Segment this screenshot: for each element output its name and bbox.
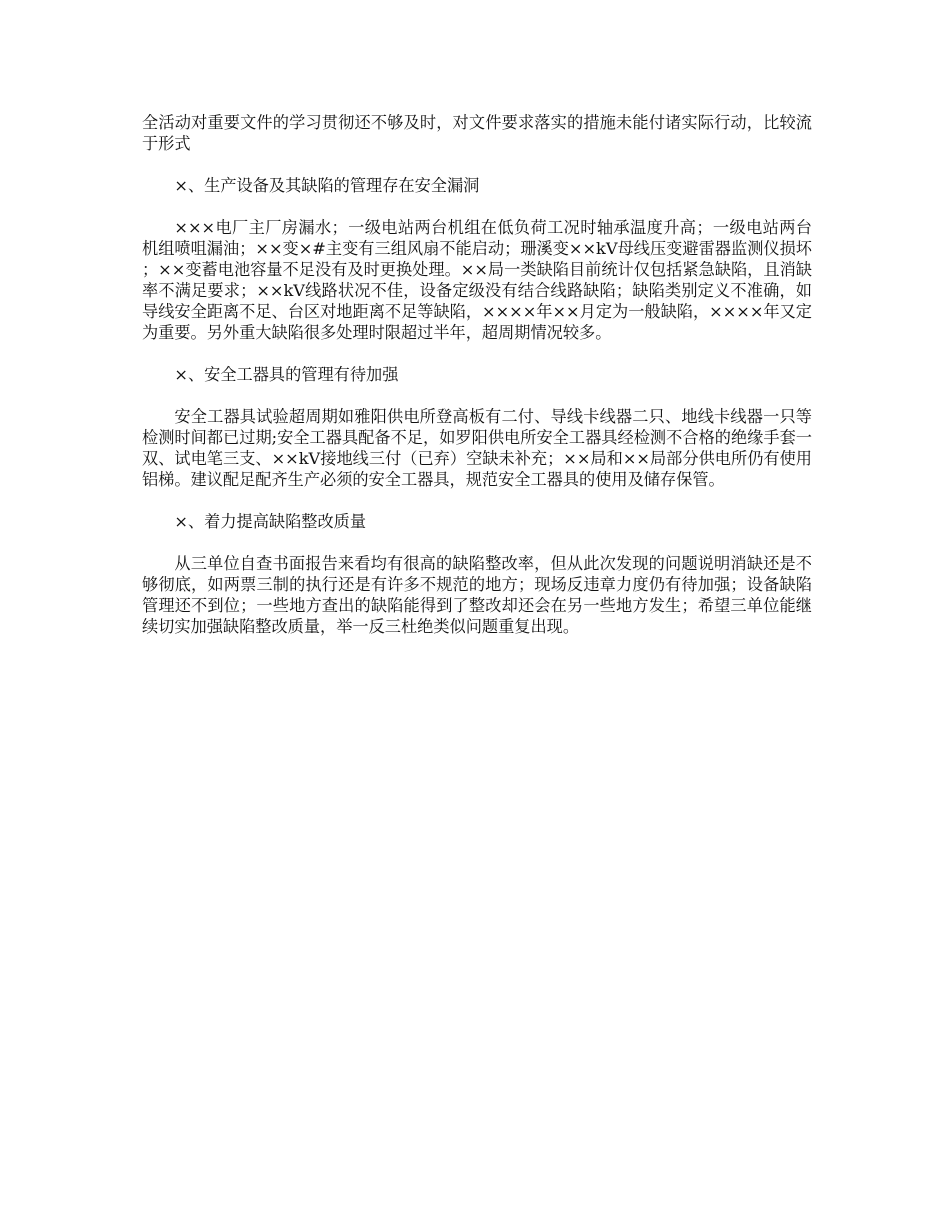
paragraph-equipment-defects: ×××电厂主厂房漏水；一级电站两台机组在低负荷工况时轴承温度升高；一级电站两台机组喷咀漏油；××变×#主变有三组风扇不能启动；珊溪变××kV母线压变避雷器监测仪损坏；××变蓄电池容量不足没有及时更换处理。××局一类缺陷目前统计仅包括紧急缺陷，且消缺率不满足要求；××kV线路状况不佳，设备定级没有结合线路缺陷；缺陷类别定义不准确，如导线安全距离不足、台区对地距离不足等缺陷，××××年××月定为一般缺陷，××××年又定为重要。另外重大缺陷很多处理时限超过半年，超周期情况较多。 (142, 218, 812, 342)
section-heading-equipment-defects: ×、生产设备及其缺陷的管理存在安全漏洞 (174, 176, 480, 195)
paragraph-rectification-quality: 从三单位自查书面报告来看均有很高的缺陷整改率，但从此次发现的问题说明消缺还是不够彻底，如两票三制的执行还是有许多不规范的地方；现场反违章力度仍有待加强；设备缺陷管理还不到位；一些地方查出的缺陷能得到了整改却还会在另一些地方发生；希望三单位能继续切实加强缺陷整改质量，举一反三杜绝类似问题重复出现。 (142, 554, 812, 636)
section-heading-rectification-quality: ×、着力提高缺陷整改质量 (174, 512, 367, 531)
paragraph-safety-tools: 安全工器具试验超周期如雅阳供电所登高板有二付、导线卡线器二只、地线卡线器一只等检测时间都已过期;安全工器具配备不足，如罗阳供电所安全工器具经检测不合格的绝缘手套一双、试电笔三支、××kV接地线三付（已弃）空缺未补充；××局和××局部分供电所仍有使用铝梯。建议配足配齐生产必须的安全工器具，规范安全工器具的使用及储存保管。 (142, 407, 812, 489)
paragraph-continuation: 全活动对重要文件的学习贯彻还不够及时，对文件要求落实的措施未能付诸实际行动，比较流于形式 (142, 113, 812, 153)
section-heading-safety-tools: ×、安全工器具的管理有待加强 (174, 365, 399, 384)
document-page (142, 112, 812, 658)
